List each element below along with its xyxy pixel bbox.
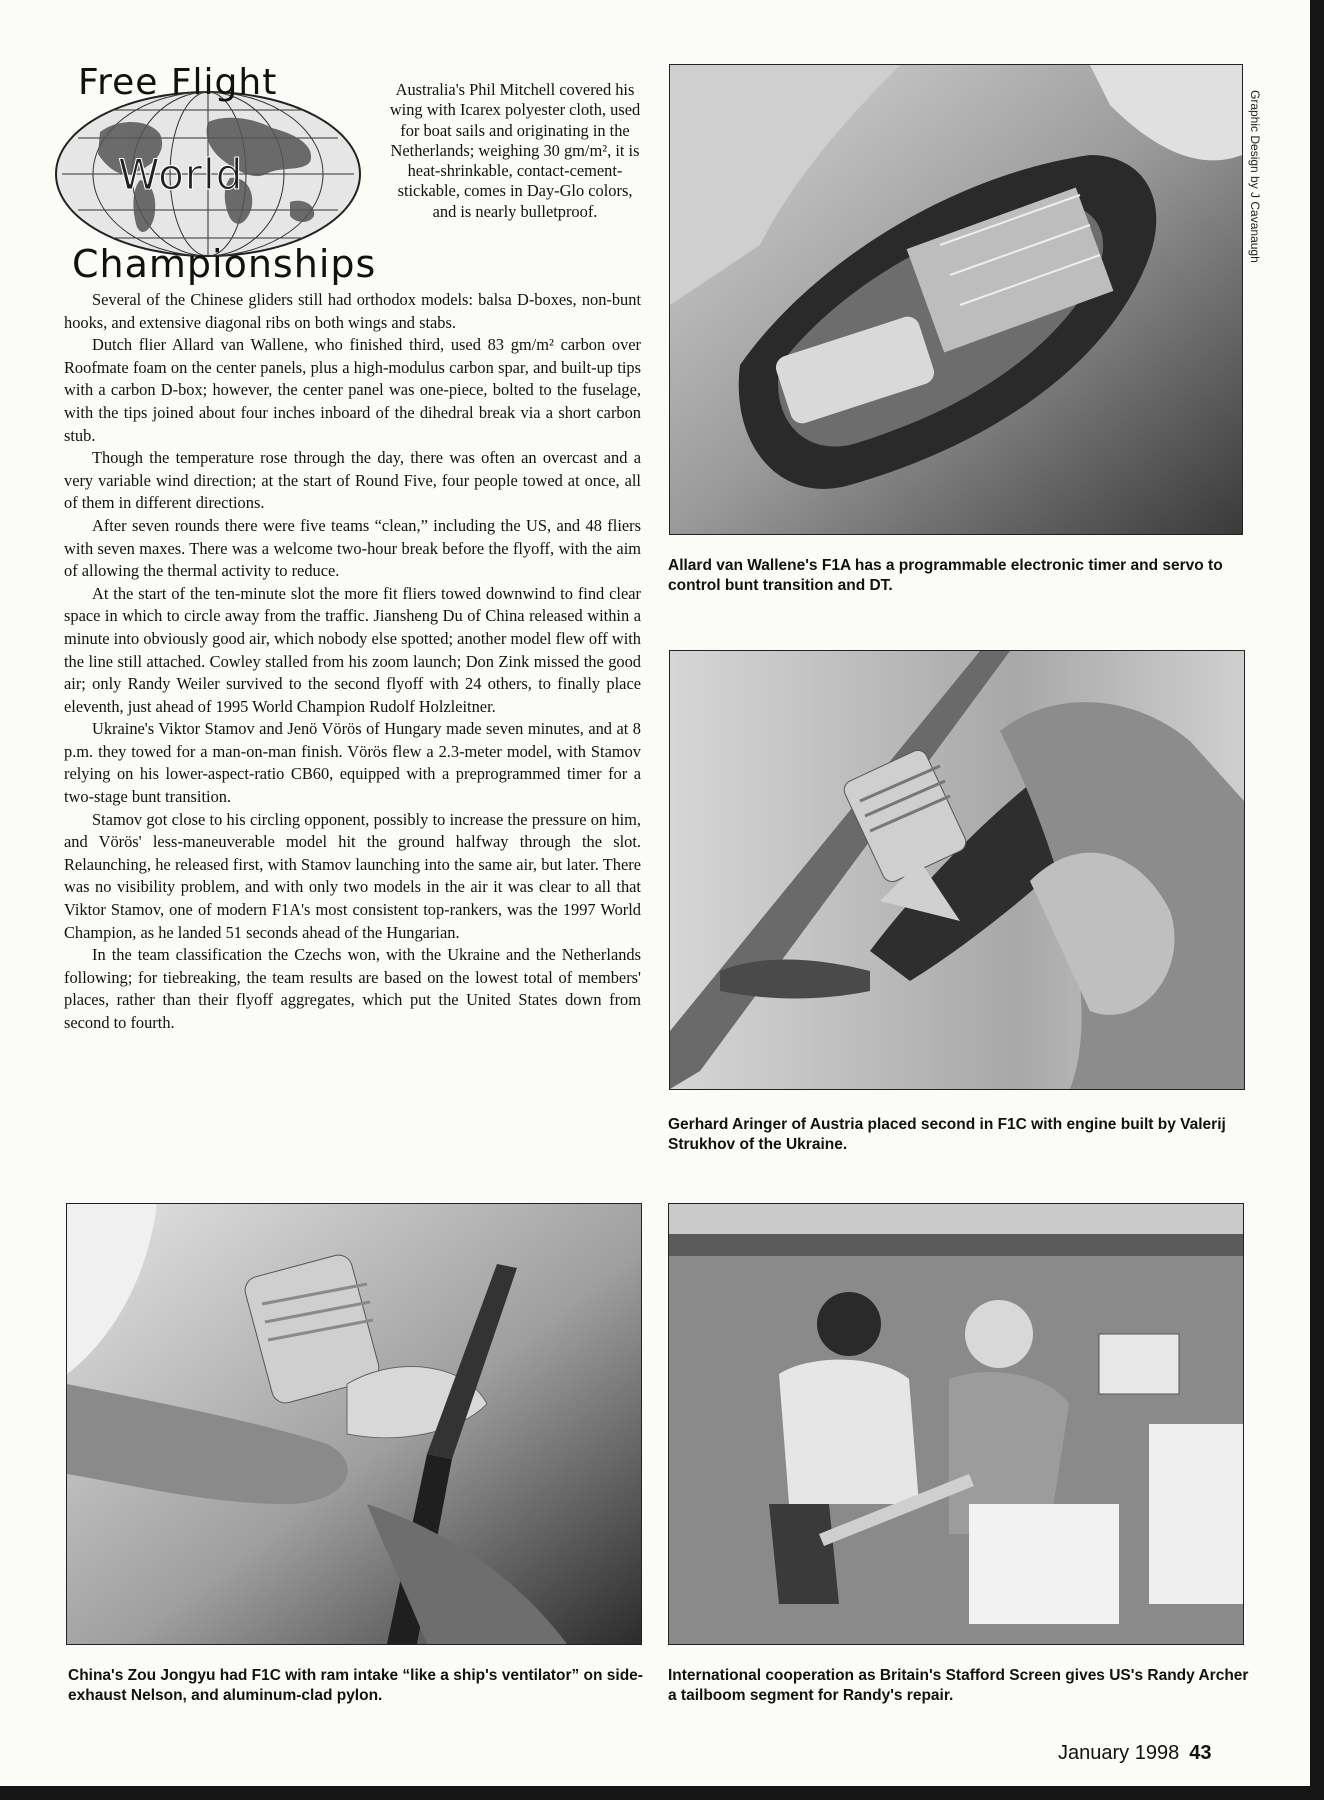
logo-line-world: World (118, 150, 244, 199)
photo-f1c-engine (669, 650, 1245, 1090)
article-paragraph: Stamov got close to his circling opponent, possibly to increase the pressure on him, and Vörös' less-maneuverable model hit the ground halfway through the slot. Relaunching, he released first, with Stamov launching into the same air, but later. There was no visibility problem, and with only two models in the air it was clear to all that Viktor Stamov, one of modern F1A's most consistent top-rankers, was the 1997 World Champion, as he landed 51 seconds ahead of the Hungarian. (64, 809, 641, 942)
article-paragraph: Ukraine's Viktor Stamov and Jenö Vörös of Hungary made seven minutes, and at 8 p.m. they towed for a man-on-man finish. Vörös flew a 2.3-meter model, with Stamov relying on his lower-aspect-ratio CB60, equipped with a preprogrammed timer for a two-stage bunt transition. (64, 719, 641, 807)
article-paragraph: In the team classification the Czechs won, with the Ukraine and the Netherlands following; for tiebreaking, the team results are based on the lowest total of members' places, rather than their flyoff aggregates, which put the United States down from second to fourth. (64, 945, 641, 1032)
logo-line-championships: Championships (72, 242, 377, 286)
article-paragraph: Dutch flier Allard van Wallene, who finished third, used 83 gm/m² carbon over Roofmate foam on the center panels, plus a high-modulus carbon spar, and built-up tips with a carbon D-box; however, the center panel was one-piece, bolted to the fuselage, with the tips joined about four inches inboard of the dihedral break via a short carbon stub. (64, 335, 641, 445)
logo-line-free-flight: Free Flight (78, 62, 278, 103)
article-paragraph: At the start of the ten-minute slot the more fit fliers towed downwind to find clear space in which to circle away from the traffic. Jiansheng Du of China released within a minute into obviously good air, which nobody else spotted; another model flew off with the line still attached. Cowley stalled from his zoom launch; Don Zink missed the good air; only Randy Weiler survived to the second flyoff with 24 others, to finally place eleventh, just ahead of 1995 World Champion Rudolf Holzleitner. (64, 583, 641, 716)
championships-logo (40, 62, 380, 292)
intro-paragraph: Australia's Phil Mitchell covered his wing with Icarex polyester cloth, used for boat sails and originating in the Netherlands; weighing 30 gm/m², it is heat-shrinkable, contact-cement-stickable, comes in Day-Glo colors, and is nearly bulletproof. (389, 80, 641, 221)
page-number: 43 (1189, 1742, 1212, 1764)
photo-field-repair (668, 1203, 1244, 1645)
photo-f1a-timer (669, 64, 1243, 535)
article-body (64, 289, 641, 1035)
photo-ram-intake-engine (66, 1203, 642, 1645)
caption-photo-2: Gerhard Aringer of Austria placed second in F1C with engine built by Valerij Strukhov of the Ukraine. (668, 1116, 1226, 1153)
graphic-design-credit: Graphic Design by J Cavanaugh (1248, 90, 1262, 263)
caption-photo-1: Allard van Wallene's F1A has a programmable electronic timer and servo to control bunt transition and DT. (668, 557, 1223, 594)
caption-photo-4: International cooperation as Britain's Stafford Screen gives US's Randy Archer a tailboom segment for Randy's repair. (668, 1667, 1249, 1704)
page-folio (1058, 1742, 1211, 1765)
article-paragraph: After seven rounds there were five teams “clean,” including the US, and 48 fliers with seven maxes. There was a welcome two-hour break before the flyoff, with the aim of allowing the thermal activity to reduce. (64, 515, 641, 581)
article-paragraph: Though the temperature rose through the day, there was often an overcast and a very variable wind direction; at the start of Round Five, four people towed at once, all of them in different directions. (64, 448, 641, 513)
issue-date: January 1998 (1058, 1742, 1180, 1764)
caption-photo-3: China's Zou Jongyu had F1C with ram intake “like a ship's ventilator” on side-exhaust Nelson, and aluminum-clad pylon. (68, 1667, 643, 1704)
article-paragraph: Several of the Chinese gliders still had orthodox models: balsa D-boxes, non-bunt hooks, and extensive diagonal ribs on both wings and stabs. (64, 290, 641, 332)
